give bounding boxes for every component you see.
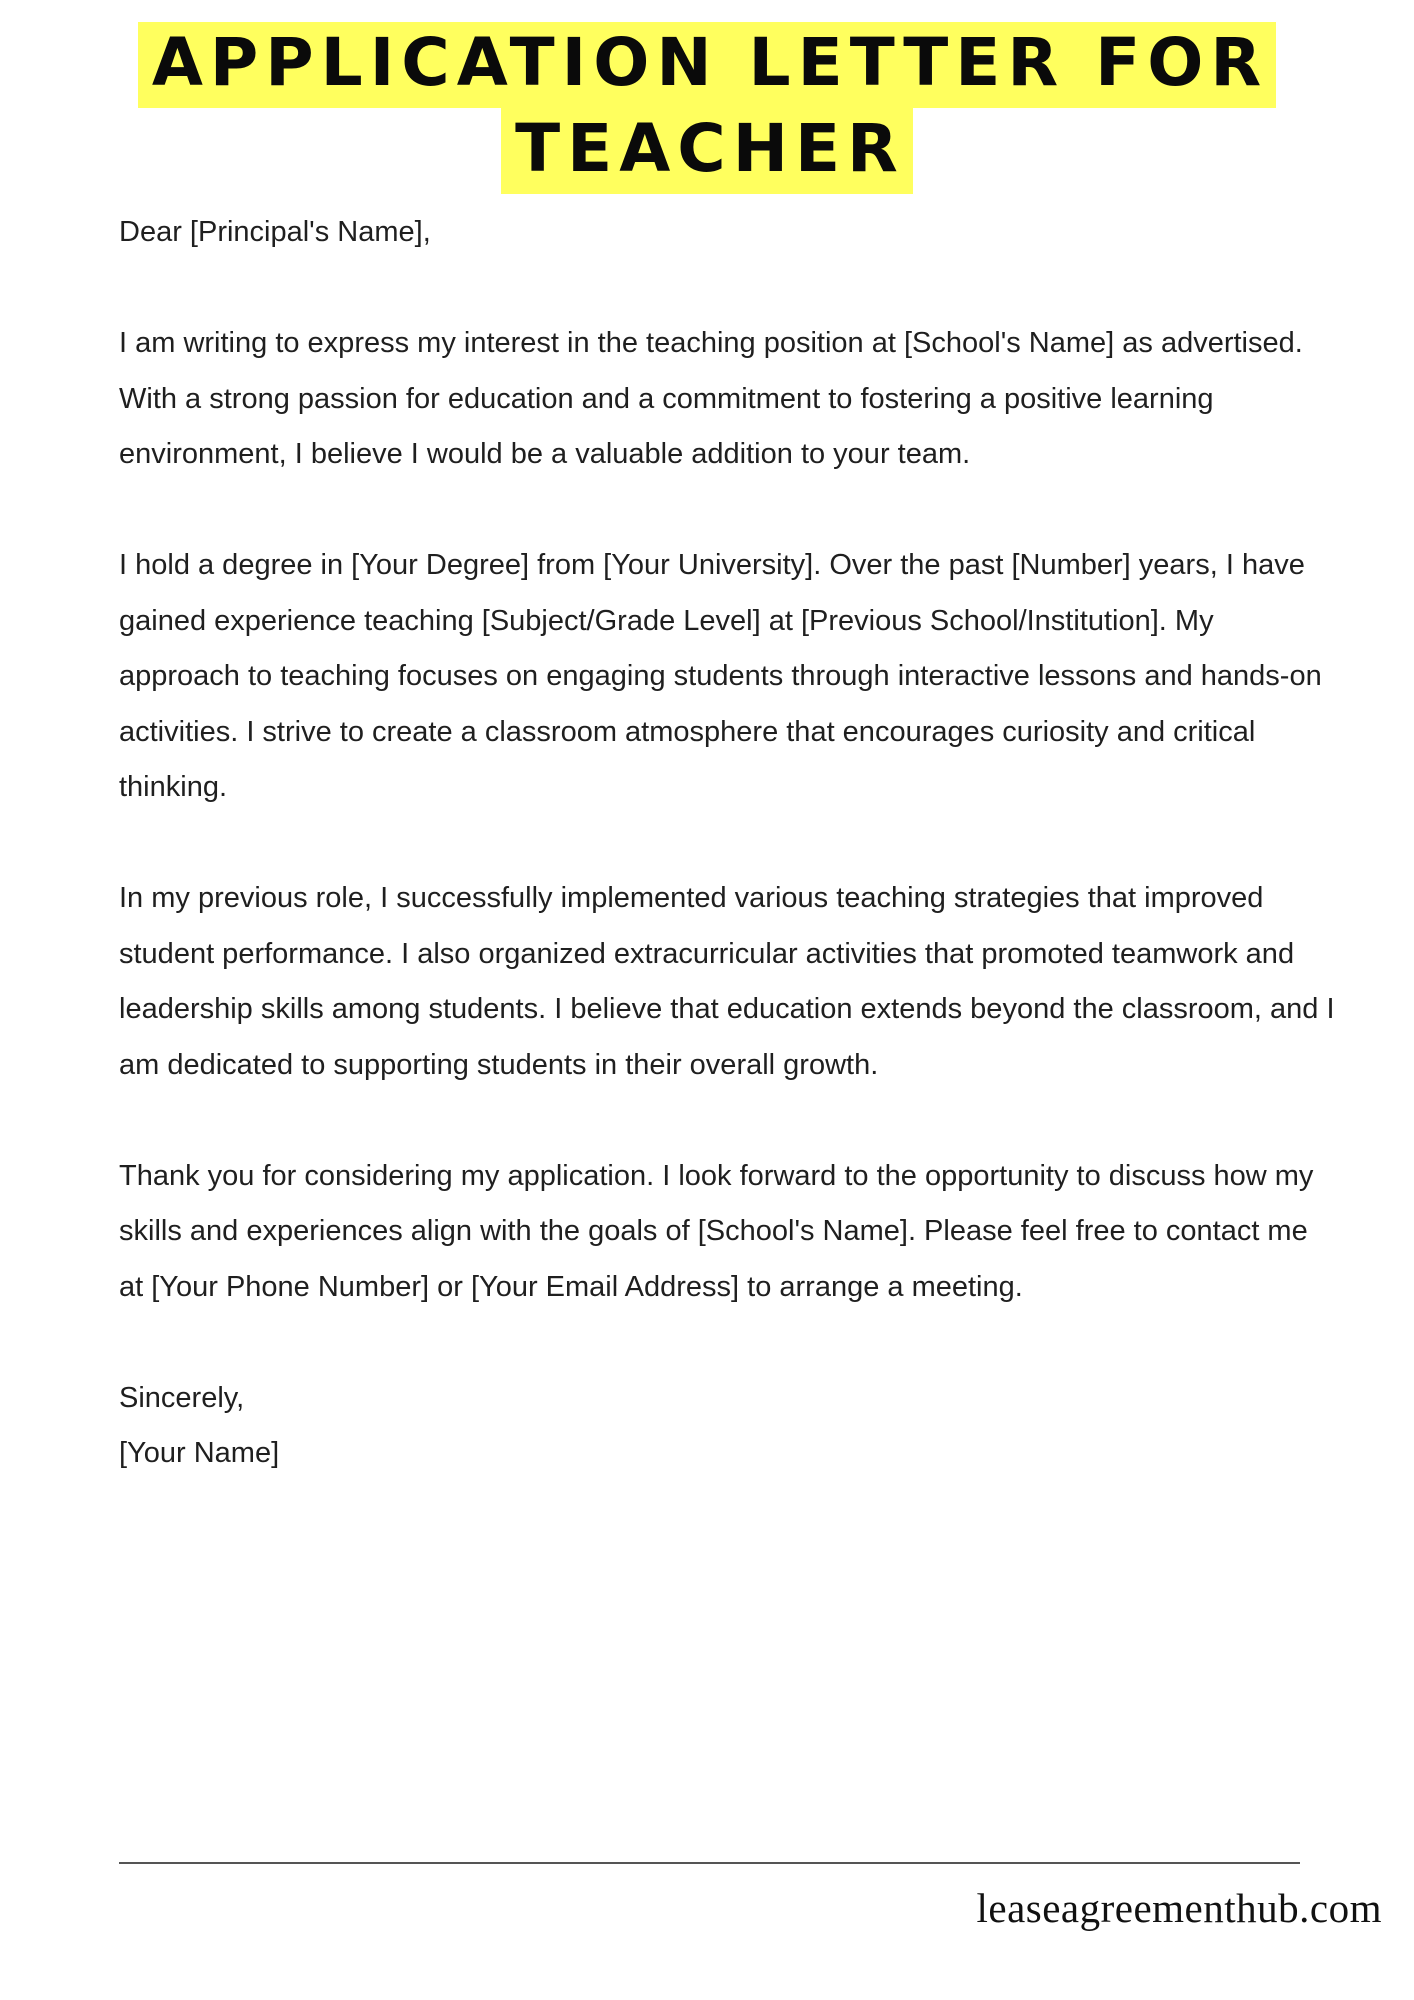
signature: [Your Name] <box>119 1437 280 1469</box>
closing: Sincerely, <box>119 1381 245 1414</box>
salutation: Dear [Principal's Name], <box>119 216 431 248</box>
footer-divider <box>119 1862 1300 1864</box>
paragraph-closing: Thank you for considering my application. I look forward to the opportunity to discuss how my skills and experiences align with the goals of [School's Name]. Please feel free to contact me at [Your Phone Number] or [Your Email Address] to arrange a meeting. <box>119 1159 1314 1303</box>
footer-brand: leaseagreementhub.com <box>976 1885 1382 1931</box>
title-line-1: APPLICATION LETTER FOR <box>138 22 1276 108</box>
title-line-2: TEACHER <box>501 108 913 194</box>
paragraph-experience: In my previous role, I successfully implemented various teaching strategies that improved student performance. I also organized extracurricular activities that promoted teamwork and leadership skills among students. I believe that education extends beyond the classroom, and I am dedicated to supporting students in their overall growth. <box>119 882 1335 1081</box>
document-title <box>0 22 1414 194</box>
paragraph-intro: I am writing to express my interest in the teaching position at [School's Name] as advertised. With a strong passion for education and a commitment to fostering a positive learning environment, I believe I would be a valuable addition to your team. <box>119 327 1303 470</box>
paragraph-qualifications: I hold a degree in [Your Degree] from [Your University]. Over the past [Number] years, I have gained experience teaching [Subject/Grade Level] at [Previous School/Institution]. My approach to teaching focuses on engaging students through interactive lessons and hands-on activities. I strive to create a classroom atmosphere that encourages curiosity and critical thinking. <box>119 549 1322 803</box>
letter-body <box>119 205 1339 1482</box>
